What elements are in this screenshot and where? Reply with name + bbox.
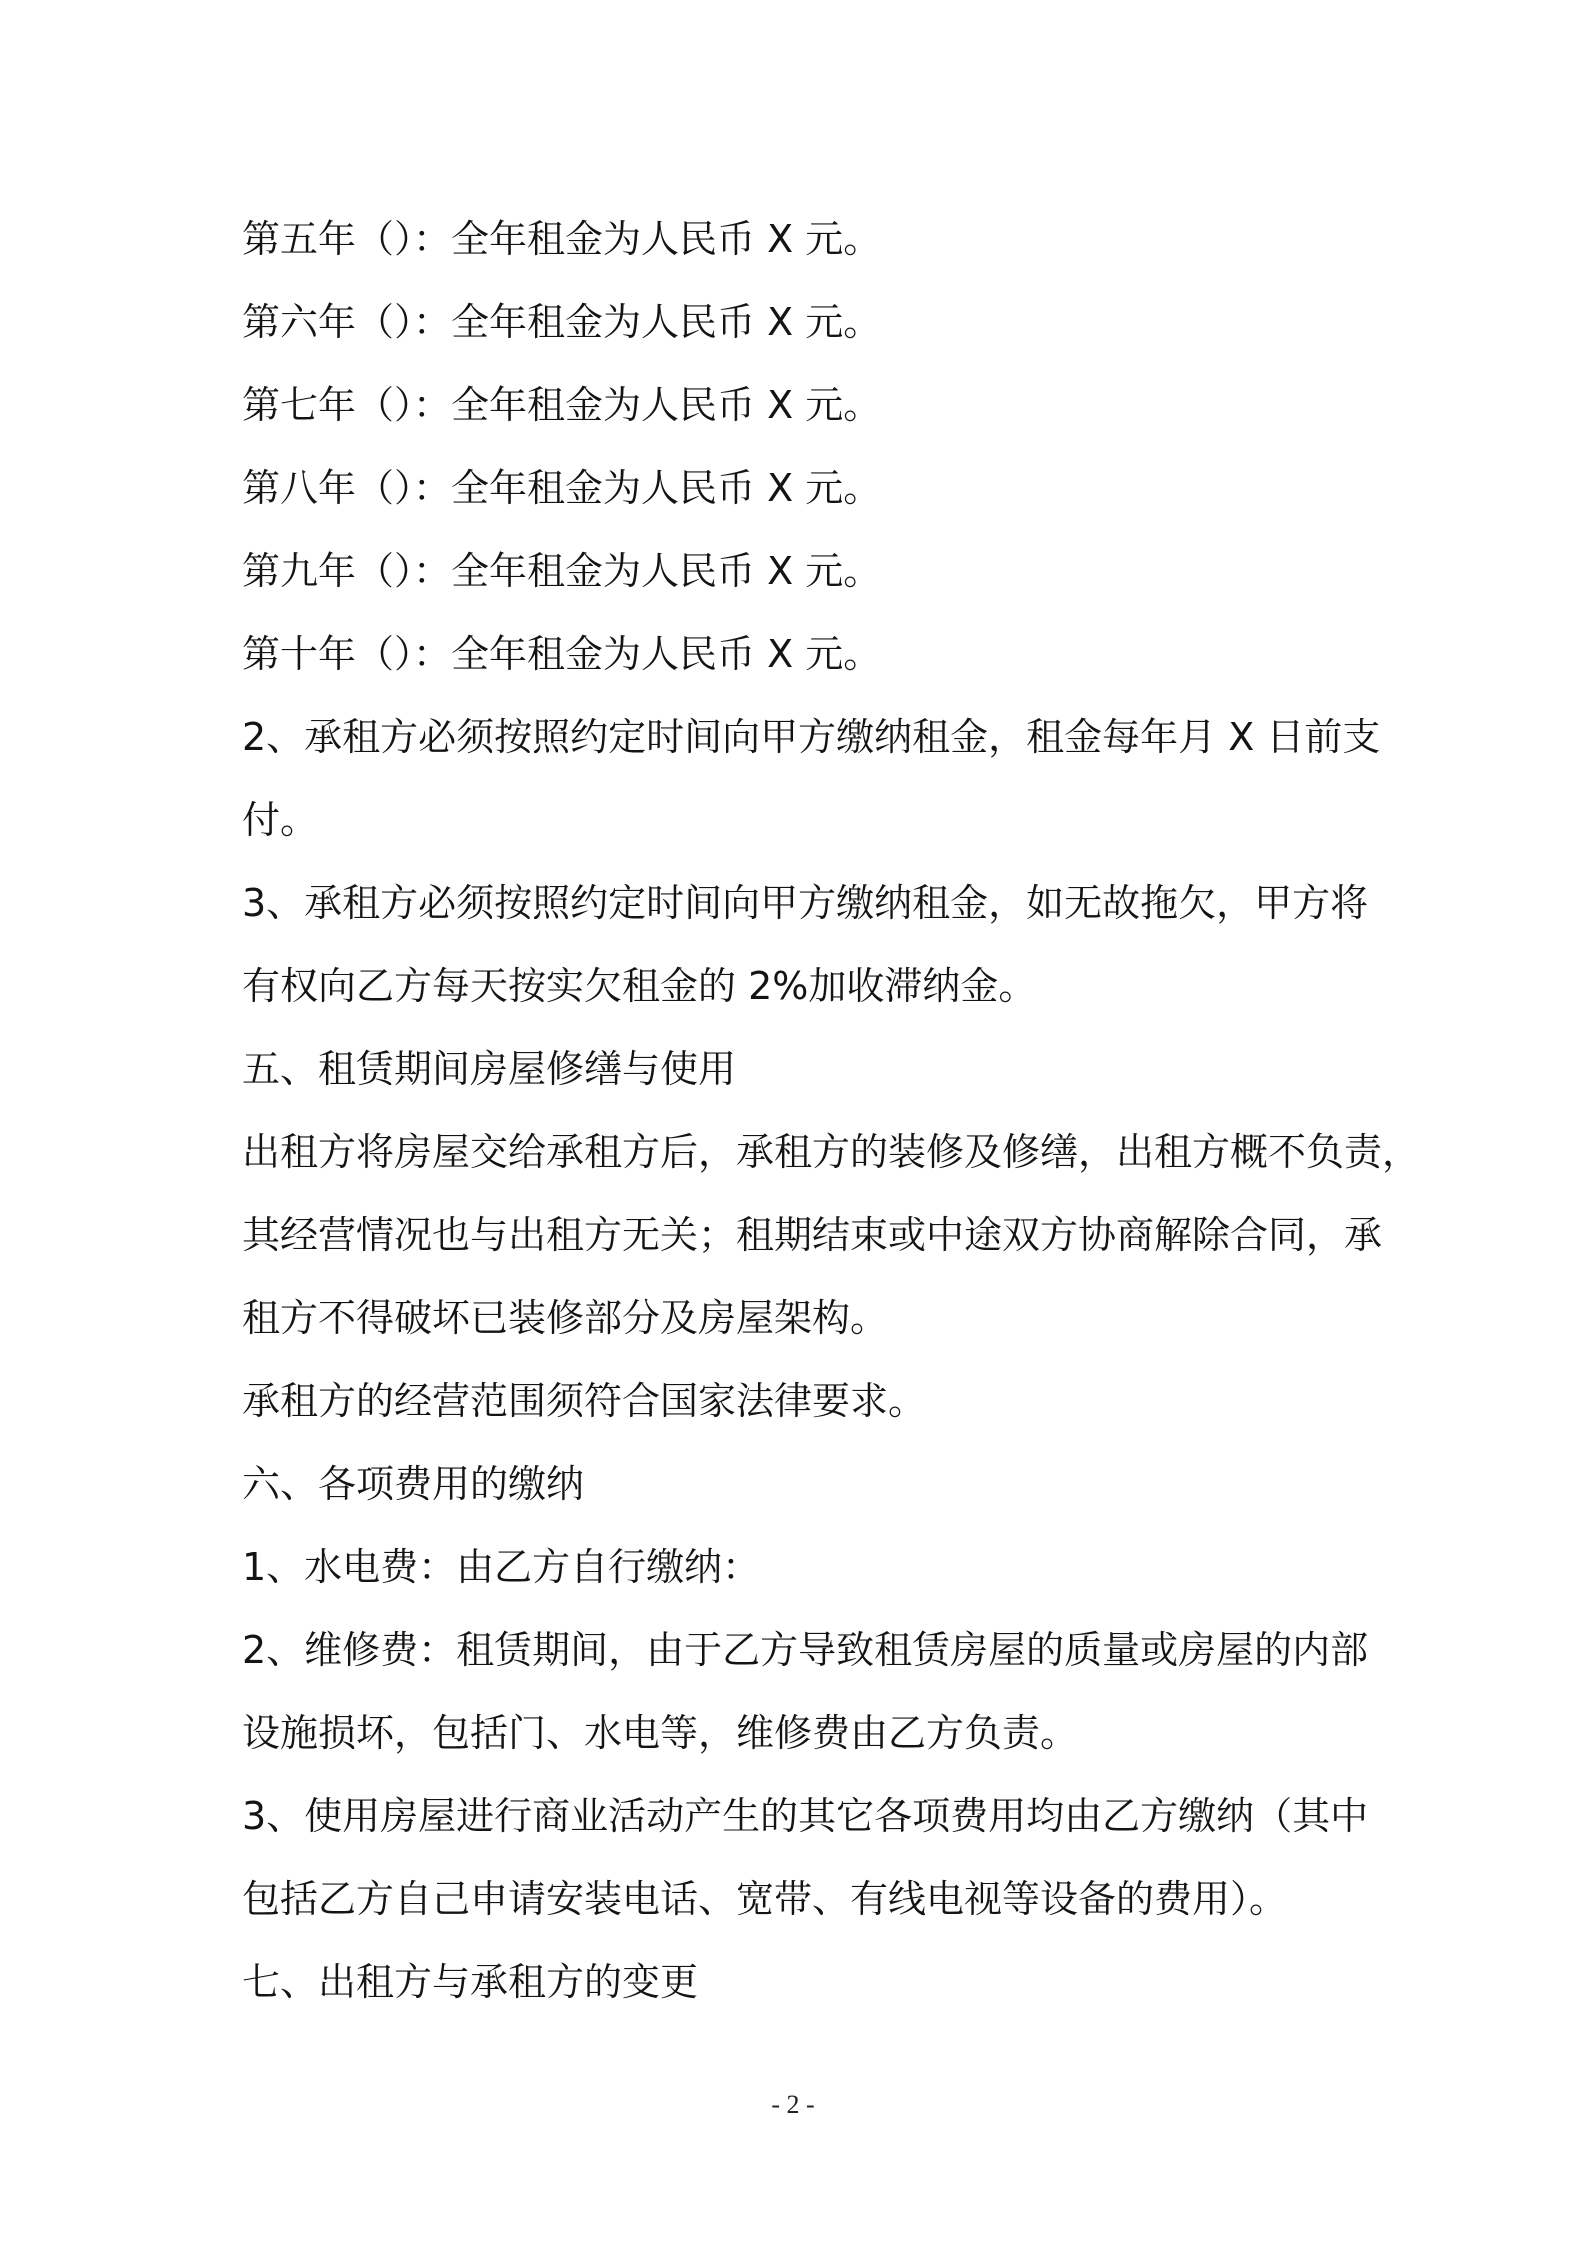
- clause-late-fee-line-1: 3、承租方必须按照约定时间向甲方缴纳租金，如无故拖欠，甲方将: [242, 881, 1369, 925]
- section-heading-6: 六、各项费用的缴纳: [242, 1462, 585, 1506]
- repair-paragraph-line-3: 租方不得破坏已装修部分及房屋架构。: [242, 1296, 889, 1340]
- rent-year-7-line: 第七年（）：全年租金为人民币 X 元。: [242, 383, 882, 427]
- fee-repair-line-2: 设施损坏，包括门、水电等，维修费由乙方负责。: [242, 1711, 1079, 1755]
- document-body: [242, 198, 1421, 2024]
- repair-paragraph-line-2: 其经营情况也与出租方无关；租期结束或中途双方协商解除合同，承: [242, 1213, 1383, 1257]
- rent-year-6-line: 第六年（）：全年租金为人民币 X 元。: [242, 300, 882, 344]
- section-heading-7: 七、出租方与承租方的变更: [242, 1960, 699, 2004]
- business-scope-paragraph: 承租方的经营范围须符合国家法律要求。: [242, 1379, 927, 1423]
- rent-year-9-line: 第九年（）：全年租金为人民币 X 元。: [242, 549, 882, 593]
- fee-other-line-2: 包括乙方自己申请安装电话、宽带、有线电视等设备的费用）。: [242, 1877, 1288, 1921]
- fee-utilities-line: 1、水电费：由乙方自行缴纳：: [242, 1545, 761, 1589]
- rent-year-8-line: 第八年（）：全年租金为人民币 X 元。: [242, 466, 882, 510]
- fee-other-line-1: 3、使用房屋进行商业活动产生的其它各项费用均由乙方缴纳（其中: [242, 1794, 1369, 1838]
- fee-repair-line-1: 2、维修费：租赁期间，由于乙方导致租赁房屋的质量或房屋的内部: [242, 1628, 1369, 1672]
- section-heading-5: 五、租赁期间房屋修缮与使用: [242, 1047, 737, 1091]
- repair-paragraph-line-1: 出租方将房屋交给承租方后，承租方的装修及修缮，出租方概不负责，: [242, 1130, 1421, 1174]
- rent-year-10-line: 第十年（）：全年租金为人民币 X 元。: [242, 632, 882, 676]
- clause-payment-time-line-1: 2、承租方必须按照约定时间向甲方缴纳租金，租金每年月 X 日前支: [242, 715, 1381, 759]
- page-number: - 2 -: [771, 2090, 815, 2119]
- clause-late-fee-line-2: 有权向乙方每天按实欠租金的 2%加收滞纳金。: [242, 964, 1037, 1008]
- clause-payment-time-line-2: 付。: [242, 798, 319, 842]
- rent-year-5-line: 第五年（）：全年租金为人民币 X 元。: [242, 217, 882, 261]
